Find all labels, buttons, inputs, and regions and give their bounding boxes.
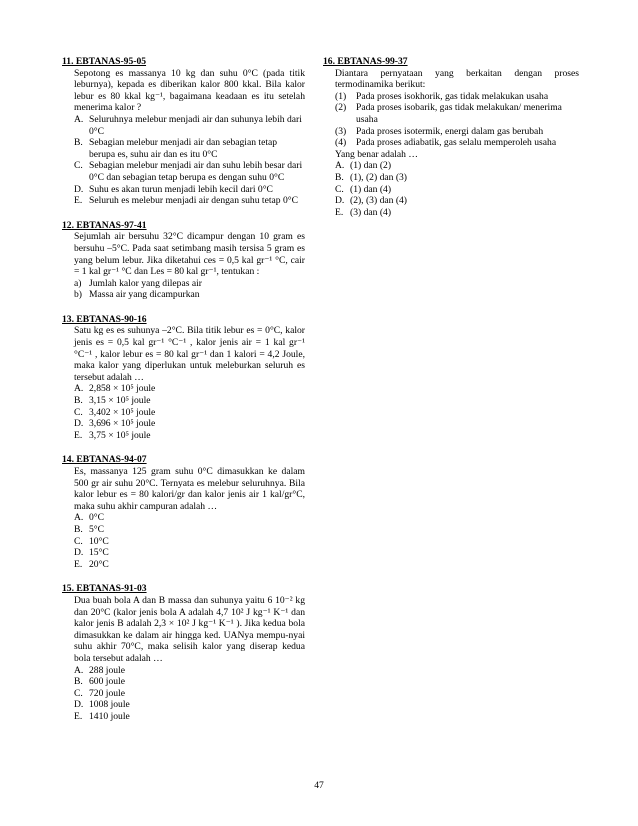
option-a: A. 2,858 × 10⁵ joule	[74, 383, 156, 395]
option-c: C. (1) dan (4)	[335, 183, 392, 195]
option-c: C. Sebagian melebur menjadi air dan suhu lebih besar dari 0°C dan sebagian tetap berupa es dengan suhu 0°C	[74, 160, 303, 183]
option-b: B. 5°C	[74, 523, 105, 535]
option-a: A. 288 joule	[74, 664, 125, 676]
question-text: Diantara pernyataan yang berkaitan dengan proses termodinamika berikut:	[335, 67, 579, 91]
option-c: C. 10°C	[74, 535, 109, 547]
option-d: D. Suhu es akan turun menjadi lebih kecil dari 0°C	[74, 183, 273, 195]
option-b: B. (1), (2) dan (3)	[335, 171, 408, 183]
option-e: E. (3) dan (4)	[335, 206, 392, 218]
option-c: C. 720 joule	[74, 687, 125, 699]
question-title: 12. EBTANAS-97-41	[62, 219, 147, 231]
right-column	[323, 56, 579, 231]
option-b: B. 3,15 × 10⁵ joule	[74, 395, 151, 407]
option-a: a) Jumlah kalor yang dilepas air	[74, 277, 202, 289]
option-b: b) Massa air yang dicampurkan	[74, 289, 200, 301]
option-a: A. (1) dan (2)	[335, 160, 392, 172]
statement-1: (1) Pada proses isokhorik, gas tidak melakukan usaha	[335, 90, 549, 102]
question-title: 11. EBTANAS-95-05	[62, 56, 147, 67]
statement-4: (4) Pada proses adiabatik, gas selalu memperoleh usaha	[335, 137, 557, 149]
question-11	[62, 56, 305, 207]
statement-2: (2) Pada proses isobarik, gas tidak melakukan/ menerima usaha	[335, 102, 562, 125]
option-d: D. 3,696 × 10⁵ joule	[74, 418, 156, 430]
question-12	[62, 220, 305, 301]
question-16	[323, 56, 579, 218]
question-title: 14. EBTANAS-94-07	[62, 454, 147, 466]
option-e: E. 3,75 × 10⁵ joule	[74, 429, 151, 441]
question-title: 13. EBTANAS-90-16	[62, 313, 147, 325]
question-prompt: Yang benar adalah …	[335, 148, 418, 160]
left-column	[62, 56, 305, 735]
question-title: 16. EBTANAS-99-37	[323, 56, 408, 67]
question-text: Dua buah bola A dan B massa dan suhunya yaitu 6 10⁻² kg dan 20°C (kalor jenis bola A adalah 4,7 10² J kg⁻¹ K⁻¹ dan kalor jenis B adalah 2,3 × 10² J kg⁻¹ K⁻¹ ). Jika kedua bola dimasukkan ke dalam air hingga ked. UANya mempu-nyai suhu akhir 70°C, maka selisih kalor yang diserap kedua bola tersebut adalah …	[74, 594, 305, 664]
option-e: E. 1410 joule	[74, 710, 130, 722]
option-d: D. (2), (3) dan (4)	[335, 195, 408, 207]
option-a: A. Seluruhnya melebur menjadi air dan suhunya lebih dari 0°C	[74, 113, 302, 137]
question-14	[62, 454, 305, 570]
question-text: Satu kg es es suhunya –2°C. Bila titik lebur es = 0°C, kalor jenis es = 0,5 kal gr⁻¹ °C⁻¹ , kalor jenis air = 1 kal gr⁻¹ °C⁻¹ , kalor lebur es = 80 kal gr⁻¹ dan 1 kalori = 4,2 Joule, maka kalor yang diperlukan untuk meleburkan seluruh es tersebut adalah …	[74, 325, 305, 383]
question-13	[62, 314, 305, 442]
question-title: 15. EBTANAS-91-03	[62, 583, 147, 595]
option-b: B. 600 joule	[74, 676, 125, 688]
option-e: E. Seluruh es melebur menjadi air dengan suhu tetap 0°C	[74, 195, 298, 207]
question-text: Sepotong es massanya 10 kg dan suhu 0°C (pada titik leburnya), kepada es diberikan kalor 800 kkal. Bila kalor lebur es 80 kkal kg⁻¹, bagaimana keadaan es itu setelah menerima kalor ?	[74, 67, 305, 114]
option-e: E. 20°C	[74, 558, 109, 570]
option-a: A. 0°C	[74, 512, 105, 524]
page-number: 47	[314, 780, 324, 791]
option-d: D. 15°C	[74, 547, 109, 559]
question-15	[62, 583, 305, 722]
option-c: C. 3,402 × 10⁵ joule	[74, 406, 156, 418]
statement-3: (3) Pada proses isotermik, energi dalam gas berubah	[335, 125, 544, 137]
question-text: Sejumlah air bersuhu 32°C dicampur dengan 10 gram es bersuhu –5°C. Pada saat setimbang masih tersisa 5 gram es yang belum lebur. Jika diketahui ces = 0,5 kal gr⁻¹ °C, cair = 1 kal gr⁻¹ °C dan Les = 80 kal gr⁻¹, tentukan :	[74, 231, 305, 278]
option-b: B. Sebagian melebur menjadi air dan sebagian tetap berupa es, suhu air dan es itu 0°C	[74, 137, 278, 160]
option-d: D. 1008 joule	[74, 699, 130, 711]
question-text: Es, massanya 125 gram suhu 0°C dimasukkan ke dalam 500 gr air suhu 20°C. Ternyata es melebur seluruhnya. Bila kalor lebur es = 80 kalori/gr dan kalor jenis air 1 kal/gr°C, maka suhu akhir campuran adalah …	[74, 466, 305, 512]
